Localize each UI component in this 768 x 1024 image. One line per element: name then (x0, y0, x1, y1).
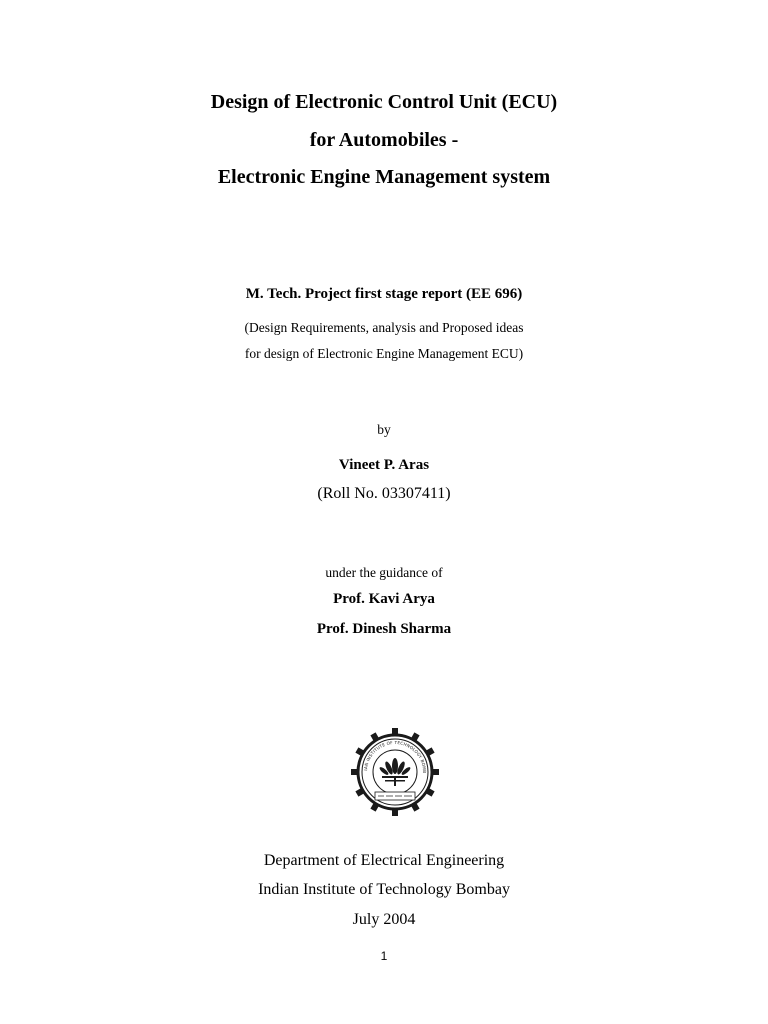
title-line-2: for Automobiles - (309, 129, 459, 151)
guidance-label: under the guidance of (325, 565, 443, 580)
author-name: Vineet P. Aras (338, 457, 430, 473)
guide-name-2: Prof. Dinesh Sharma (316, 621, 452, 637)
title-line-3: Electronic Engine Management system (217, 166, 551, 188)
iit-bombay-seal-icon (349, 726, 441, 818)
report-description-line-2: for design of Electronic Engine Management ECU) (244, 346, 524, 361)
by-label: by (377, 422, 391, 437)
report-heading: M. Tech. Project first stage report (EE 696) (245, 286, 523, 302)
guide-name-1: Prof. Kavi Arya (333, 591, 435, 607)
page-number: 1 (380, 949, 388, 963)
report-description-line-1: (Design Requirements, analysis and Proposed ideas (244, 320, 524, 335)
department-name: Department of Electrical Engineering (263, 852, 505, 869)
report-date: July 2004 (352, 911, 416, 928)
title-line-1: Design of Electronic Control Unit (ECU) (210, 91, 558, 113)
svg-text:INDIAN INSTITUTE OF TECHNOLOGY: IAN INSTITUTE OF TECHNOLOGY BOMB (363, 739, 428, 774)
institute-name: Indian Institute of Technology Bombay (258, 881, 510, 898)
author-roll-number: (Roll No. 03307411) (317, 485, 451, 502)
